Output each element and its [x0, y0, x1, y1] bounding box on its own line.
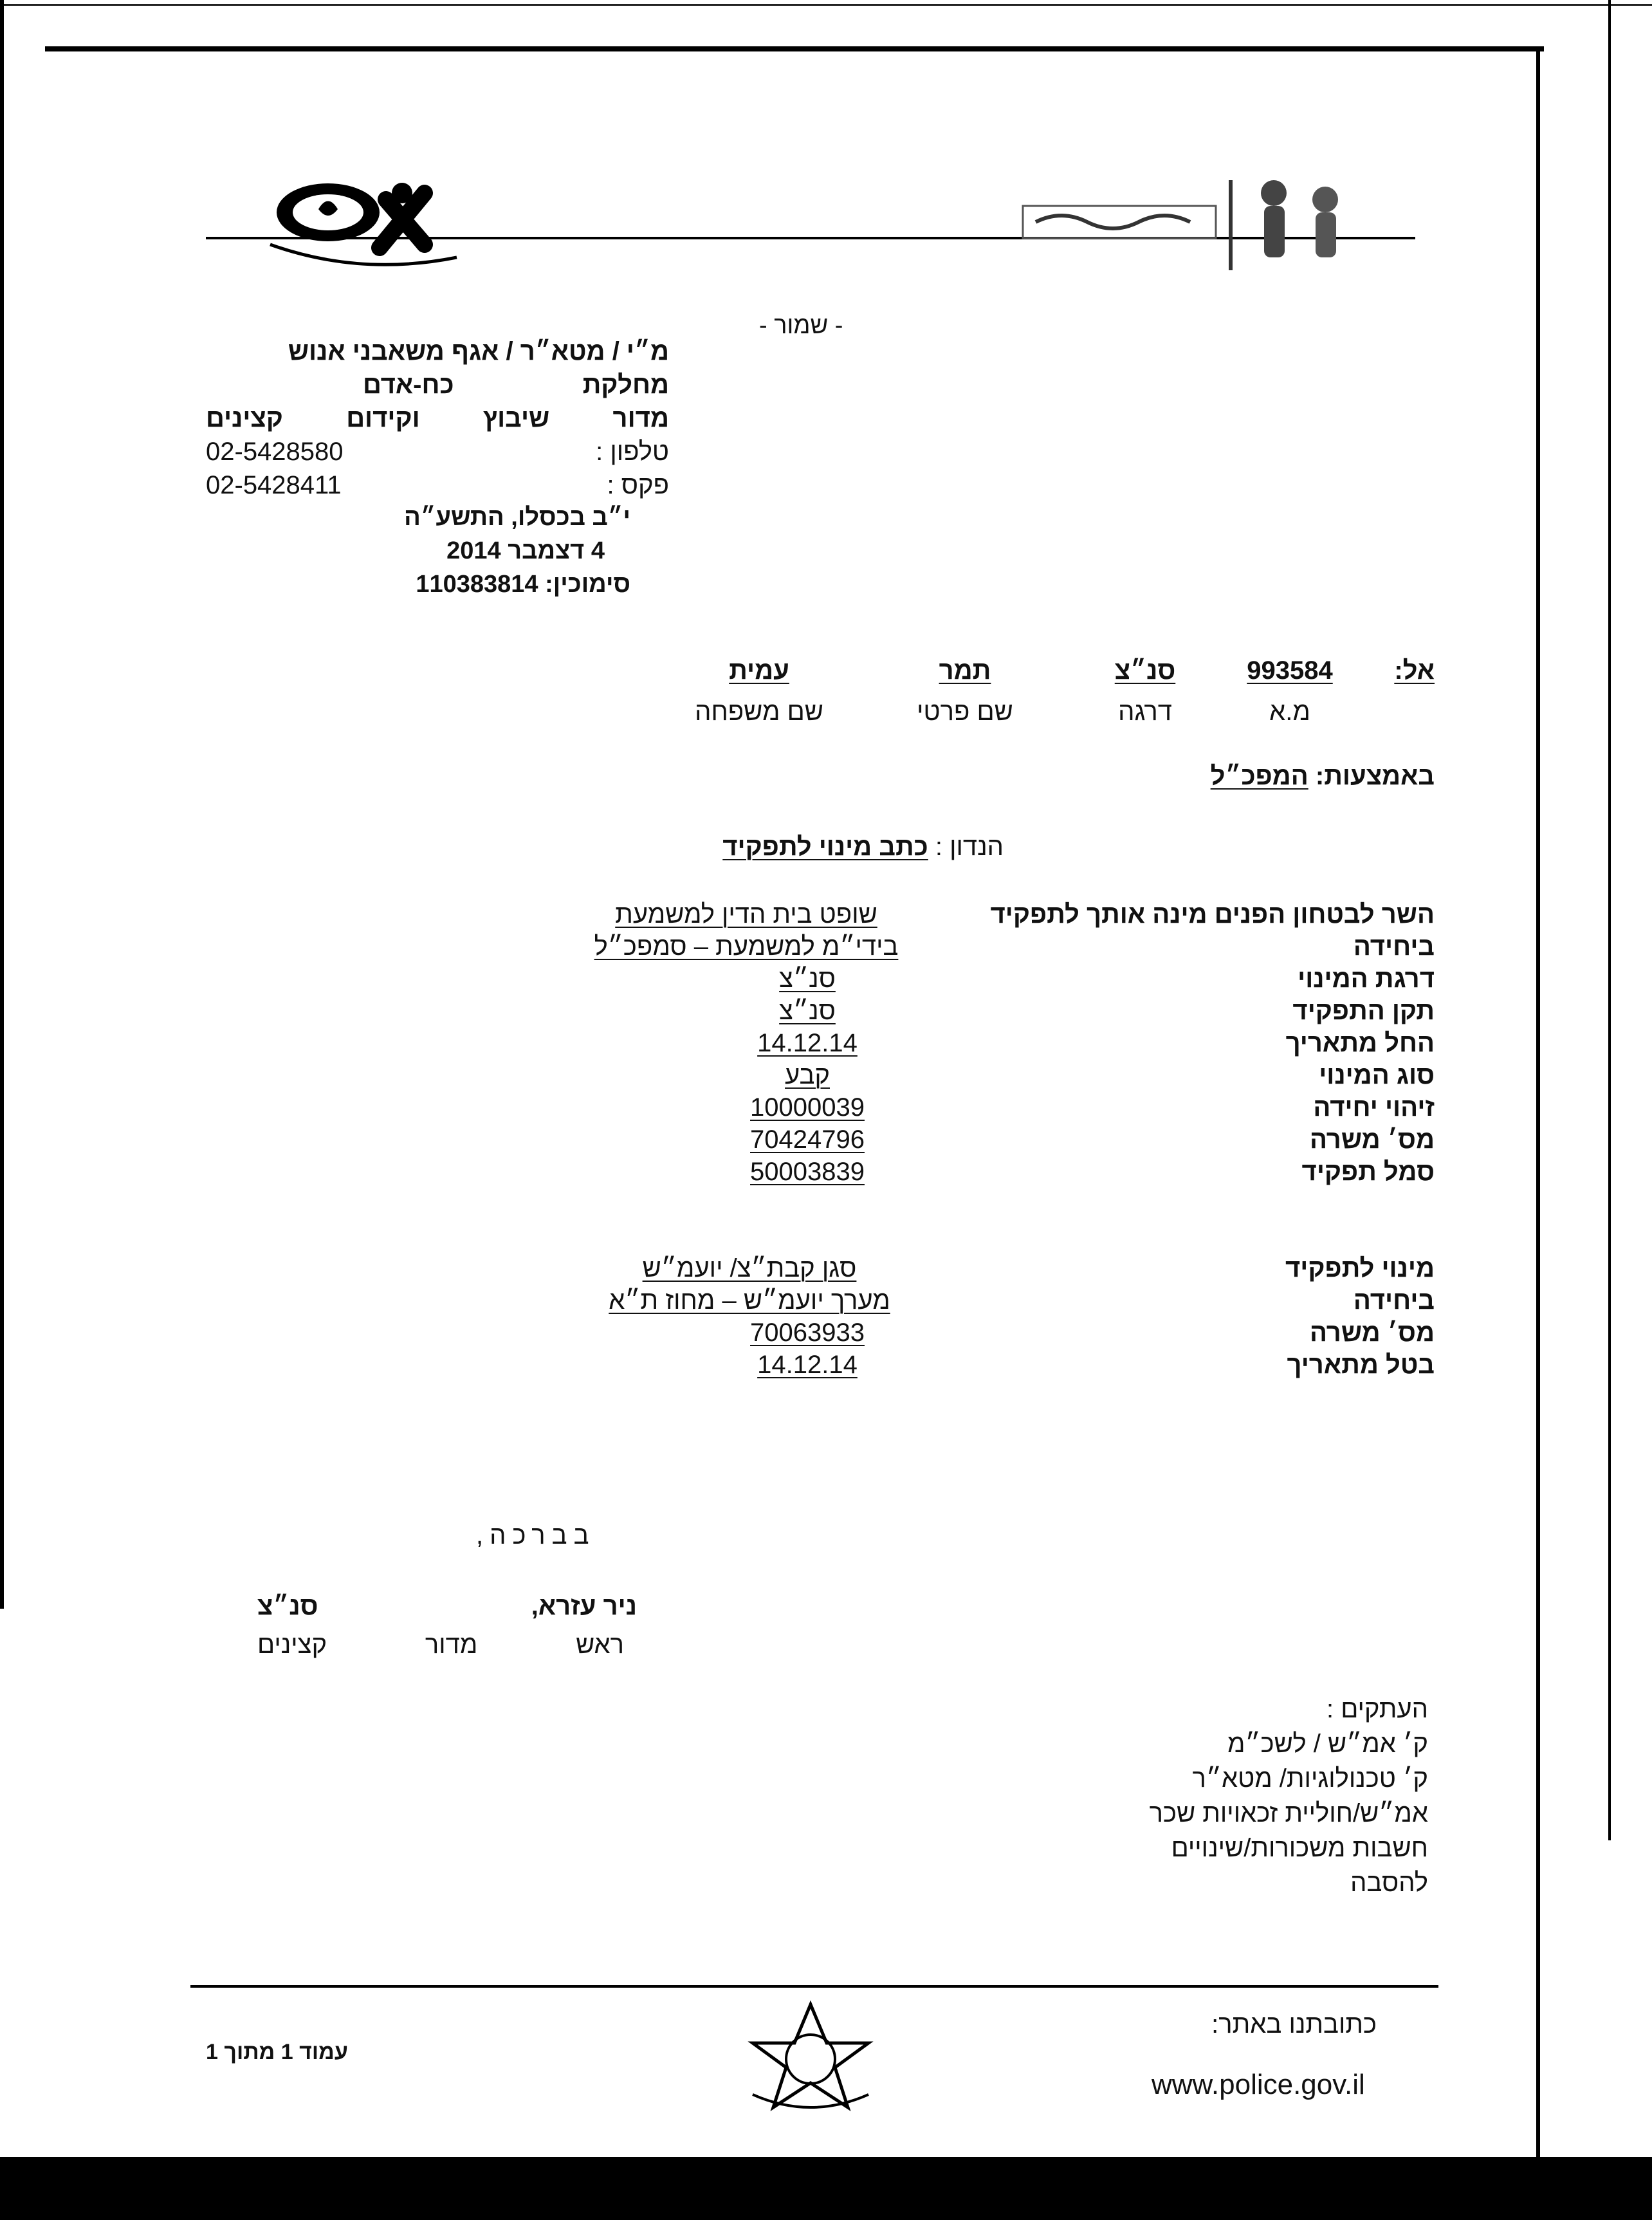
appointment-row	[534, 994, 1435, 1026]
cancellation-value: 14.12.14	[757, 1351, 858, 1379]
appointment-value: 14.12.14	[757, 1029, 858, 1057]
appointment-row	[534, 930, 1435, 962]
fax-number: 02-5428411	[206, 471, 342, 499]
first-name-caption: שם פרטי	[917, 698, 1013, 726]
appointment-label: זיהוי יחידה	[1313, 1093, 1435, 1122]
reference-number: סימוכין: 110383814	[416, 571, 630, 598]
signer-title	[257, 1628, 624, 1661]
appointment-label: תקן התפקיד	[1292, 997, 1435, 1025]
sender-department: כח-אדם	[362, 371, 454, 399]
sender-department-label: מחלקת	[582, 371, 669, 399]
copies-label: העתקים :	[1326, 1695, 1428, 1723]
scan-border-right	[1536, 46, 1540, 2157]
signer-title-word2: מדור	[425, 1631, 478, 1659]
appointment-value: סנ״צ	[779, 965, 836, 993]
website-link[interactable]: www.police.gov.il	[1152, 2069, 1365, 2100]
phone-label: טלפון :	[596, 438, 669, 466]
appointment-label: מס׳ משרה	[1309, 1125, 1435, 1154]
signer-title-word1: ראש	[576, 1631, 624, 1659]
scan-border-top	[45, 46, 1544, 51]
cancellation-label: בטל מתאריך	[1287, 1351, 1435, 1379]
appointment-row	[534, 1123, 1435, 1155]
sender-section-word2: שיבוץ	[483, 404, 550, 432]
hr-logo-icon	[257, 174, 470, 277]
scan-edge-top	[0, 4, 1652, 6]
appointment-row	[534, 962, 1435, 994]
cancellation-row	[534, 1252, 1435, 1284]
cancellation-label: ביחידה	[1353, 1286, 1435, 1315]
to-label: אל:	[1394, 656, 1435, 685]
fax-label: פקס :	[607, 471, 669, 499]
cancellation-row	[534, 1284, 1435, 1316]
id-caption: מ.א	[1269, 698, 1310, 726]
signer-line	[257, 1589, 637, 1623]
via-label: באמצעות:	[1315, 762, 1435, 790]
appointment-row	[534, 1155, 1435, 1187]
appointment-label: דרגת המינוי	[1298, 965, 1435, 993]
cancellation-value: סגן קבת״צ/ יועמ״ש	[642, 1254, 857, 1282]
page-number: עמוד 1 מתוך 1	[206, 2040, 348, 2064]
copies-item: ק׳ אמ״ש / לשכ״מ	[1227, 1730, 1428, 1758]
appointment-value: קבע	[785, 1061, 830, 1089]
appointment-value: 10000039	[750, 1093, 865, 1122]
appointment-label: ביחידה	[1353, 932, 1435, 961]
appointment-row	[534, 1091, 1435, 1123]
website-label: כתובתנו באתר:	[1211, 2010, 1377, 2039]
scan-edge-right	[1608, 0, 1611, 1840]
appointment-value: 70424796	[750, 1125, 865, 1154]
cancellation-label: מינוי לתפקיד	[1285, 1254, 1435, 1282]
copies-list	[1042, 1692, 1428, 1901]
gregorian-date: 4 דצמבר 2014	[446, 537, 605, 564]
subject-value: כתב מינוי לתפקיד	[722, 833, 928, 861]
appointment-row	[534, 898, 1435, 930]
signer-name: ניר עזרא,	[531, 1592, 637, 1620]
appointment-label: סוג המינוי	[1319, 1061, 1435, 1089]
cancellation-row	[534, 1316, 1435, 1348]
via-line	[1094, 759, 1435, 793]
scan-bottom-band	[0, 2157, 1652, 2220]
addressee-first-name: תמר	[939, 656, 991, 685]
appointment-row	[534, 1059, 1435, 1091]
appointment-value: שופט בית הדין למשמעת	[615, 900, 877, 929]
copies-item: חשבות משכורות/שינויים	[1171, 1834, 1428, 1862]
sender-section-word3: וקידום	[346, 404, 420, 432]
appointment-label: החל מתאריך	[1285, 1029, 1435, 1057]
scan-edge-left	[0, 0, 4, 1609]
police-emblem-icon	[740, 1998, 881, 2114]
cancellation-label: מס׳ משרה	[1309, 1318, 1435, 1347]
cancellation-value: 70063933	[750, 1318, 865, 1347]
hebrew-date: י״ב בכסלו, התשע״ה	[404, 504, 630, 531]
appointment-value: סנ״צ	[779, 997, 836, 1025]
last-name-caption: שם משפחה	[695, 698, 823, 726]
rank-caption: דרגה	[1118, 698, 1172, 726]
addressee-block	[566, 650, 1435, 732]
cancellation-value: מערך יועמ״ש – מחוז ת״א	[609, 1286, 890, 1315]
appointment-value: 50003839	[750, 1158, 865, 1186]
footer-rule	[190, 1985, 1438, 1988]
via-value: המפכ״ל	[1210, 762, 1308, 790]
addressee-id: 993584	[1247, 656, 1333, 685]
sender-section-word1: מדור	[612, 404, 669, 432]
appointment-row	[534, 1026, 1435, 1059]
closing-greeting: בברכה,	[476, 1521, 596, 1549]
appointment-value: בידי״מ למשמעת – סמפכ״ל	[594, 932, 899, 961]
phone-number: 02-5428580	[206, 438, 344, 466]
copies-item: להסבה	[1350, 1869, 1428, 1897]
subject-line	[630, 830, 1004, 864]
classification-label: - שמור -	[759, 312, 843, 339]
sender-ministry: מ״י / מטא״ר / אגף משאבני אנוש	[288, 337, 669, 365]
copies-item: אמ״ש/חוליית זכאויות שכר	[1149, 1799, 1428, 1827]
appointment-label: השר לבטחון הפנים מינה אותך לתפקיד	[990, 900, 1435, 929]
signer-rank: סנ״צ	[257, 1592, 318, 1620]
subject-label: הנדון :	[935, 833, 1004, 861]
appointment-label: סמל תפקיד	[1301, 1158, 1435, 1186]
cancellation-row	[534, 1348, 1435, 1380]
copies-item: ק׳ טכנולוגיות/ מטא״ר	[1192, 1764, 1428, 1793]
addressee-rank: סנ״צ	[1114, 656, 1176, 685]
header-banner-logo-icon	[1016, 167, 1377, 277]
sender-block	[206, 335, 669, 602]
signer-title-word3: קצינים	[257, 1631, 327, 1659]
addressee-last-name: עמית	[729, 656, 789, 685]
sender-section-word4: קצינים	[206, 404, 283, 432]
